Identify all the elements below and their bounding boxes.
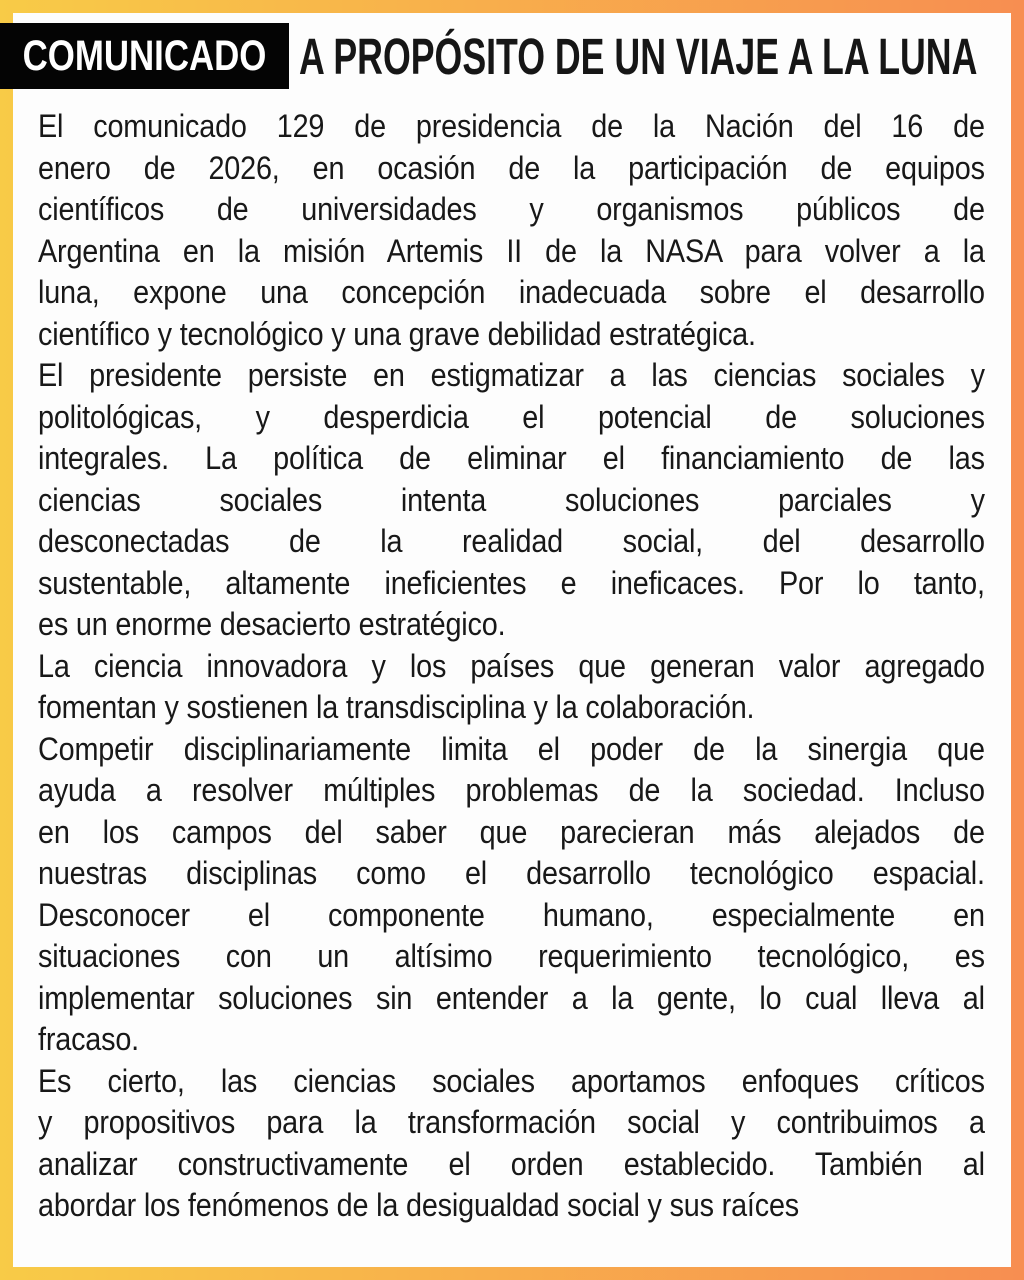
body-line: científico y tecnológico y una grave debilidad estratégica. bbox=[38, 315, 756, 352]
body-line: Desconocer el componente humano, especialmente en bbox=[38, 896, 985, 933]
body-line: La ciencia innovadora y los países que generan valor agregado bbox=[38, 647, 985, 684]
paragraph bbox=[38, 646, 985, 729]
paragraph bbox=[38, 106, 985, 355]
body-line: integrales. La política de eliminar el financiamiento de las bbox=[38, 440, 985, 476]
paragraph bbox=[38, 729, 985, 1061]
body-line: El comunicado 129 de presidencia de la Nación del 16 de bbox=[38, 108, 985, 144]
body-line: Competir disciplinariamente limita el poder de la sinergia que bbox=[38, 730, 985, 767]
paragraph bbox=[38, 355, 985, 646]
body-line: situaciones con un altísimo requerimiento tecnológico, es bbox=[38, 938, 985, 974]
body-line: sustentable, altamente ineficientes e ineficaces. Por lo tanto, bbox=[38, 564, 985, 601]
comunicado-badge bbox=[0, 23, 289, 89]
body-line: abordar los fenómenos de la desigualdad social y sus raíces bbox=[38, 1187, 800, 1223]
body-line: ciencias sociales intenta soluciones parciales y bbox=[38, 481, 985, 518]
body-line: es un enorme desacierto estratégico. bbox=[38, 606, 506, 642]
body-line: Es cierto, las ciencias sociales aportamos enfoques críticos bbox=[38, 1062, 985, 1099]
body-line: politológicas, y desperdicia el potencial de soluciones bbox=[38, 398, 985, 435]
body-line: ayuda a resolver múltiples problemas de la sociedad. Incluso bbox=[38, 772, 985, 808]
page-title bbox=[299, 23, 1024, 89]
body-line: y propositivos para la transformación social y contribuimos a bbox=[38, 1104, 985, 1140]
body-line: analizar constructivamente el orden establecido. También al bbox=[38, 1145, 985, 1182]
body-line: implementar soluciones sin entender a la gente, lo cual lleva al bbox=[38, 979, 985, 1016]
body-line: El presidente persiste en estigmatizar a las ciencias sociales y bbox=[38, 357, 985, 393]
body-line: fomentan y sostienen la transdisciplina y la colaboración. bbox=[38, 689, 755, 725]
paragraph bbox=[38, 1061, 985, 1227]
body-line: científicos de universidades y organismos públicos de bbox=[38, 191, 985, 227]
page-title-text: A PROPÓSITO DE UN VIAJE A LA LUNA bbox=[299, 27, 978, 85]
body-text bbox=[38, 106, 985, 1227]
body-line: Argentina en la misión Artemis II de la NASA para volver a la bbox=[38, 232, 985, 269]
comunicado-badge-label: COMUNICADO bbox=[22, 31, 267, 80]
body-line: fracaso. bbox=[38, 1021, 140, 1057]
body-line: luna, expone una concepción inadecuada sobre el desarrollo bbox=[38, 274, 985, 310]
body-line: enero de 2026, en ocasión de la participación de equipos bbox=[38, 149, 985, 186]
body-line: en los campos del saber que parecieran más alejados de bbox=[38, 813, 985, 850]
body-line: desconectadas de la realidad social, del desarrollo bbox=[38, 523, 985, 559]
body-line: nuestras disciplinas como el desarrollo tecnológico espacial. bbox=[38, 855, 985, 891]
